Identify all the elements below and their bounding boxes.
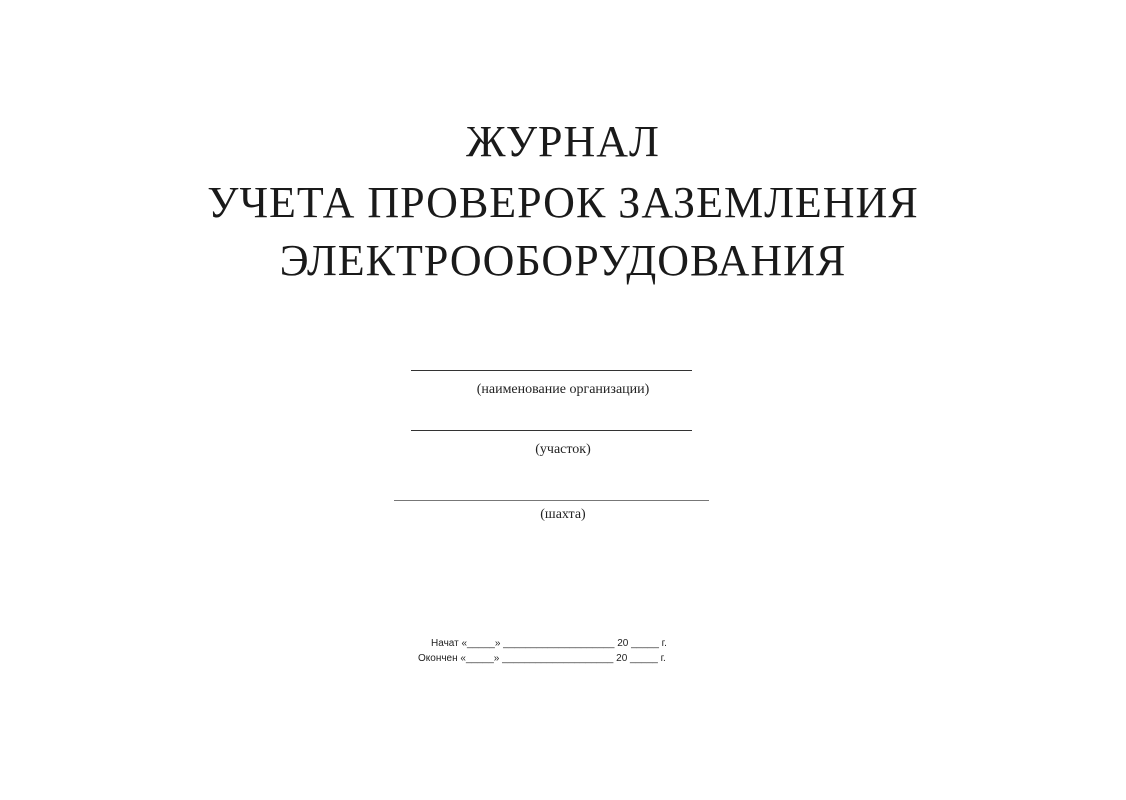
section-blank-line — [411, 430, 692, 431]
journal-subtitle-line2: ЭЛЕКТРООБОРУДОВАНИЯ — [279, 236, 847, 285]
start-date-row: Начат «_____» ____________________ 20 _____ г. — [431, 638, 667, 649]
finish-date-row: Окончен «_____» ____________________ 20 _____ г. — [418, 653, 666, 664]
mine-caption: (шахта) — [540, 507, 586, 522]
organization-caption: (наименование организации) — [476, 382, 650, 397]
organization-blank-line — [411, 370, 692, 371]
journal-subtitle-line1: УЧЕТА ПРОВЕРОК ЗАЗЕМЛЕНИЯ — [207, 178, 919, 227]
section-caption: (участок) — [535, 442, 591, 457]
mine-blank-line — [394, 500, 709, 501]
journal-title: ЖУРНАЛ — [466, 117, 660, 166]
